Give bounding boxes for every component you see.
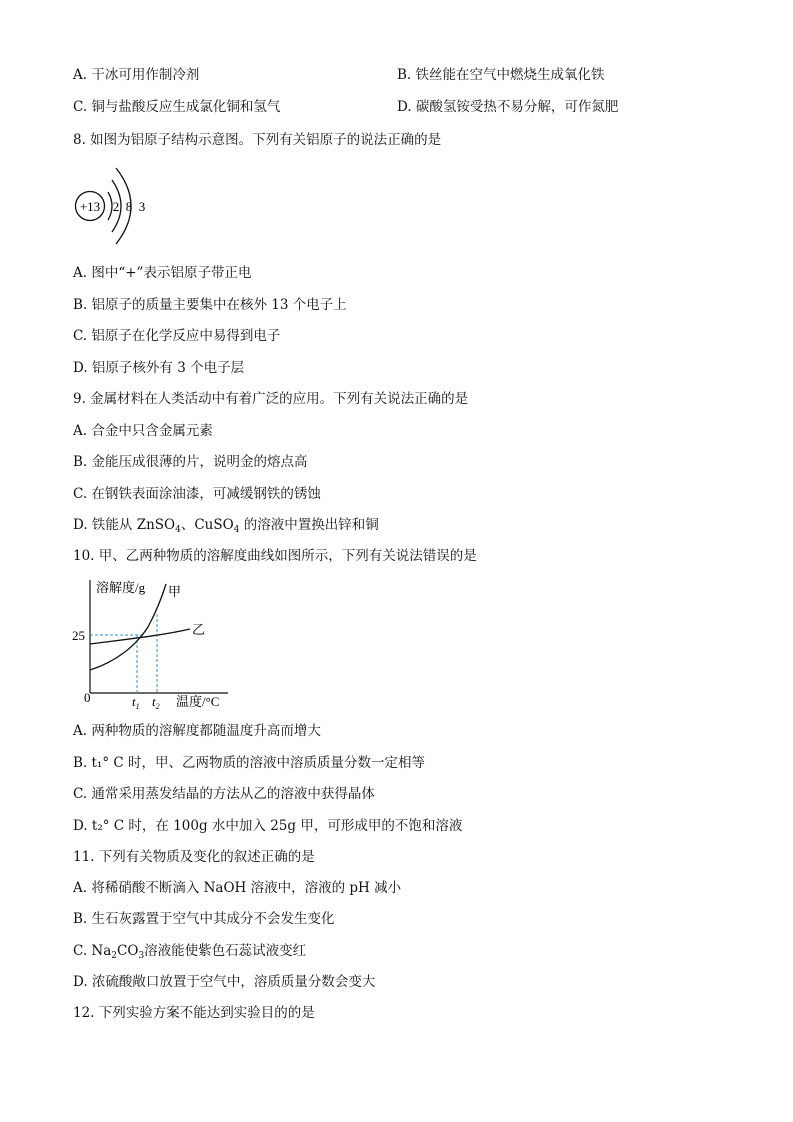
q9-d-sub2: 4	[233, 525, 240, 535]
q11-option-a: A. 将稀硝酸不断滴入 NaOH 溶液中，溶液的 pH 减小	[73, 880, 402, 896]
t2-label: $t_2$	[152, 694, 160, 711]
x-axis-label: 温度/°C	[176, 694, 220, 709]
q8-option-a: A. 图中“+”表示铝原子带正电	[73, 265, 252, 281]
q8-stem: 8. 如图为铝原子结构示意图。下列有关铝原子的说法正确的是	[73, 132, 442, 148]
q11-c-mid: CO	[117, 943, 139, 959]
q7-option-b: B. 铁丝能在空气中燃烧生成氧化铁	[397, 67, 605, 83]
q11-option-b: B. 生石灰露置于空气中其成分不会发生变化	[73, 911, 335, 927]
q7-option-c: C. 铜与盐酸反应生成氯化铜和氢气	[73, 99, 281, 115]
q9-option-c: C. 在钢铁表面涂油漆，可减缓钢铁的锈蚀	[73, 486, 321, 502]
q9-option-d	[73, 516, 379, 539]
q9-d-mid: 、CuSO	[180, 517, 234, 533]
y-axis-label: 溶解度/g	[96, 580, 146, 595]
shell-1-electrons: 2	[112, 199, 120, 214]
q11-option-c	[73, 942, 306, 965]
q12-stem: 12. 下列实验方案不能达到实验目的的是	[73, 1005, 315, 1021]
t1-label: $t_1$	[132, 694, 140, 711]
q8-option-b: B. 铝原子的质量主要集中在核外 13 个电子上	[73, 297, 347, 313]
curve-yi	[90, 629, 190, 644]
q11-c-pre: C. Na	[73, 943, 112, 959]
q10-stem: 10. 甲、乙两种物质的溶解度曲线如图所示，下列有关说法错误的是	[73, 548, 477, 564]
q11-c-sub2: 3	[138, 951, 145, 961]
q7-option-d: D. 碳酸氢铵受热不易分解，可作氮肥	[397, 99, 619, 115]
aluminum-atom-diagram	[70, 160, 160, 252]
curve-label-jia: 甲	[168, 584, 182, 599]
q10-option-c: C. 通常采用蒸发结晶的方法从乙的溶液中获得晶体	[73, 786, 375, 802]
q11-option-d: D. 浓硫酸敞口放置于空气中，溶质质量分数会变大	[73, 974, 376, 990]
q9-option-a: A. 合金中只含金属元素	[73, 423, 213, 439]
curve-label-yi: 乙	[192, 622, 206, 637]
curve-jia	[90, 584, 166, 670]
q9-d-post: 的溶液中置换出锌和铜	[239, 517, 379, 533]
y-tick-25: 25	[72, 628, 85, 643]
nucleus-charge: +13	[79, 199, 101, 214]
q11-c-post: 溶液能使紫色石蕊试液变红	[144, 943, 307, 959]
q10-option-a: A. 两种物质的溶解度都随温度升高而增大	[73, 723, 321, 739]
q8-option-d: D. 铝原子核外有 3 个电子层	[73, 360, 245, 376]
shell-2-electrons: 8	[125, 199, 133, 214]
q7-option-a: A. 干冰可用作制冷剂	[73, 67, 200, 83]
q9-stem: 9. 金属材料在人类活动中有着广泛的应用。下列有关说法正确的是	[73, 391, 469, 407]
q10-option-d: D. t₂° C 时，在 100g 水中加入 25g 甲，可形成甲的不饱和溶液	[73, 818, 463, 834]
electron-shell-1	[108, 192, 112, 220]
shell-3-electrons: 3	[138, 199, 146, 214]
solubility-curve-graph	[70, 572, 240, 714]
q8-option-c: C. 铝原子在化学反应中易得到电子	[73, 328, 281, 344]
q9-d-sub1: 4	[175, 525, 181, 535]
origin-label: 0	[84, 690, 91, 705]
q10-option-b: B. t₁° C 时，甲、乙两物质的溶液中溶质质量分数一定相等	[73, 755, 426, 771]
q9-option-b: B. 金能压成很薄的片，说明金的熔点高	[73, 454, 308, 470]
q11-c-sub1: 2	[111, 951, 118, 961]
q9-d-pre: D. 铁能从 ZnSO	[73, 517, 176, 533]
q11-stem: 11. 下列有关物质及变化的叙述正确的是	[73, 849, 315, 865]
